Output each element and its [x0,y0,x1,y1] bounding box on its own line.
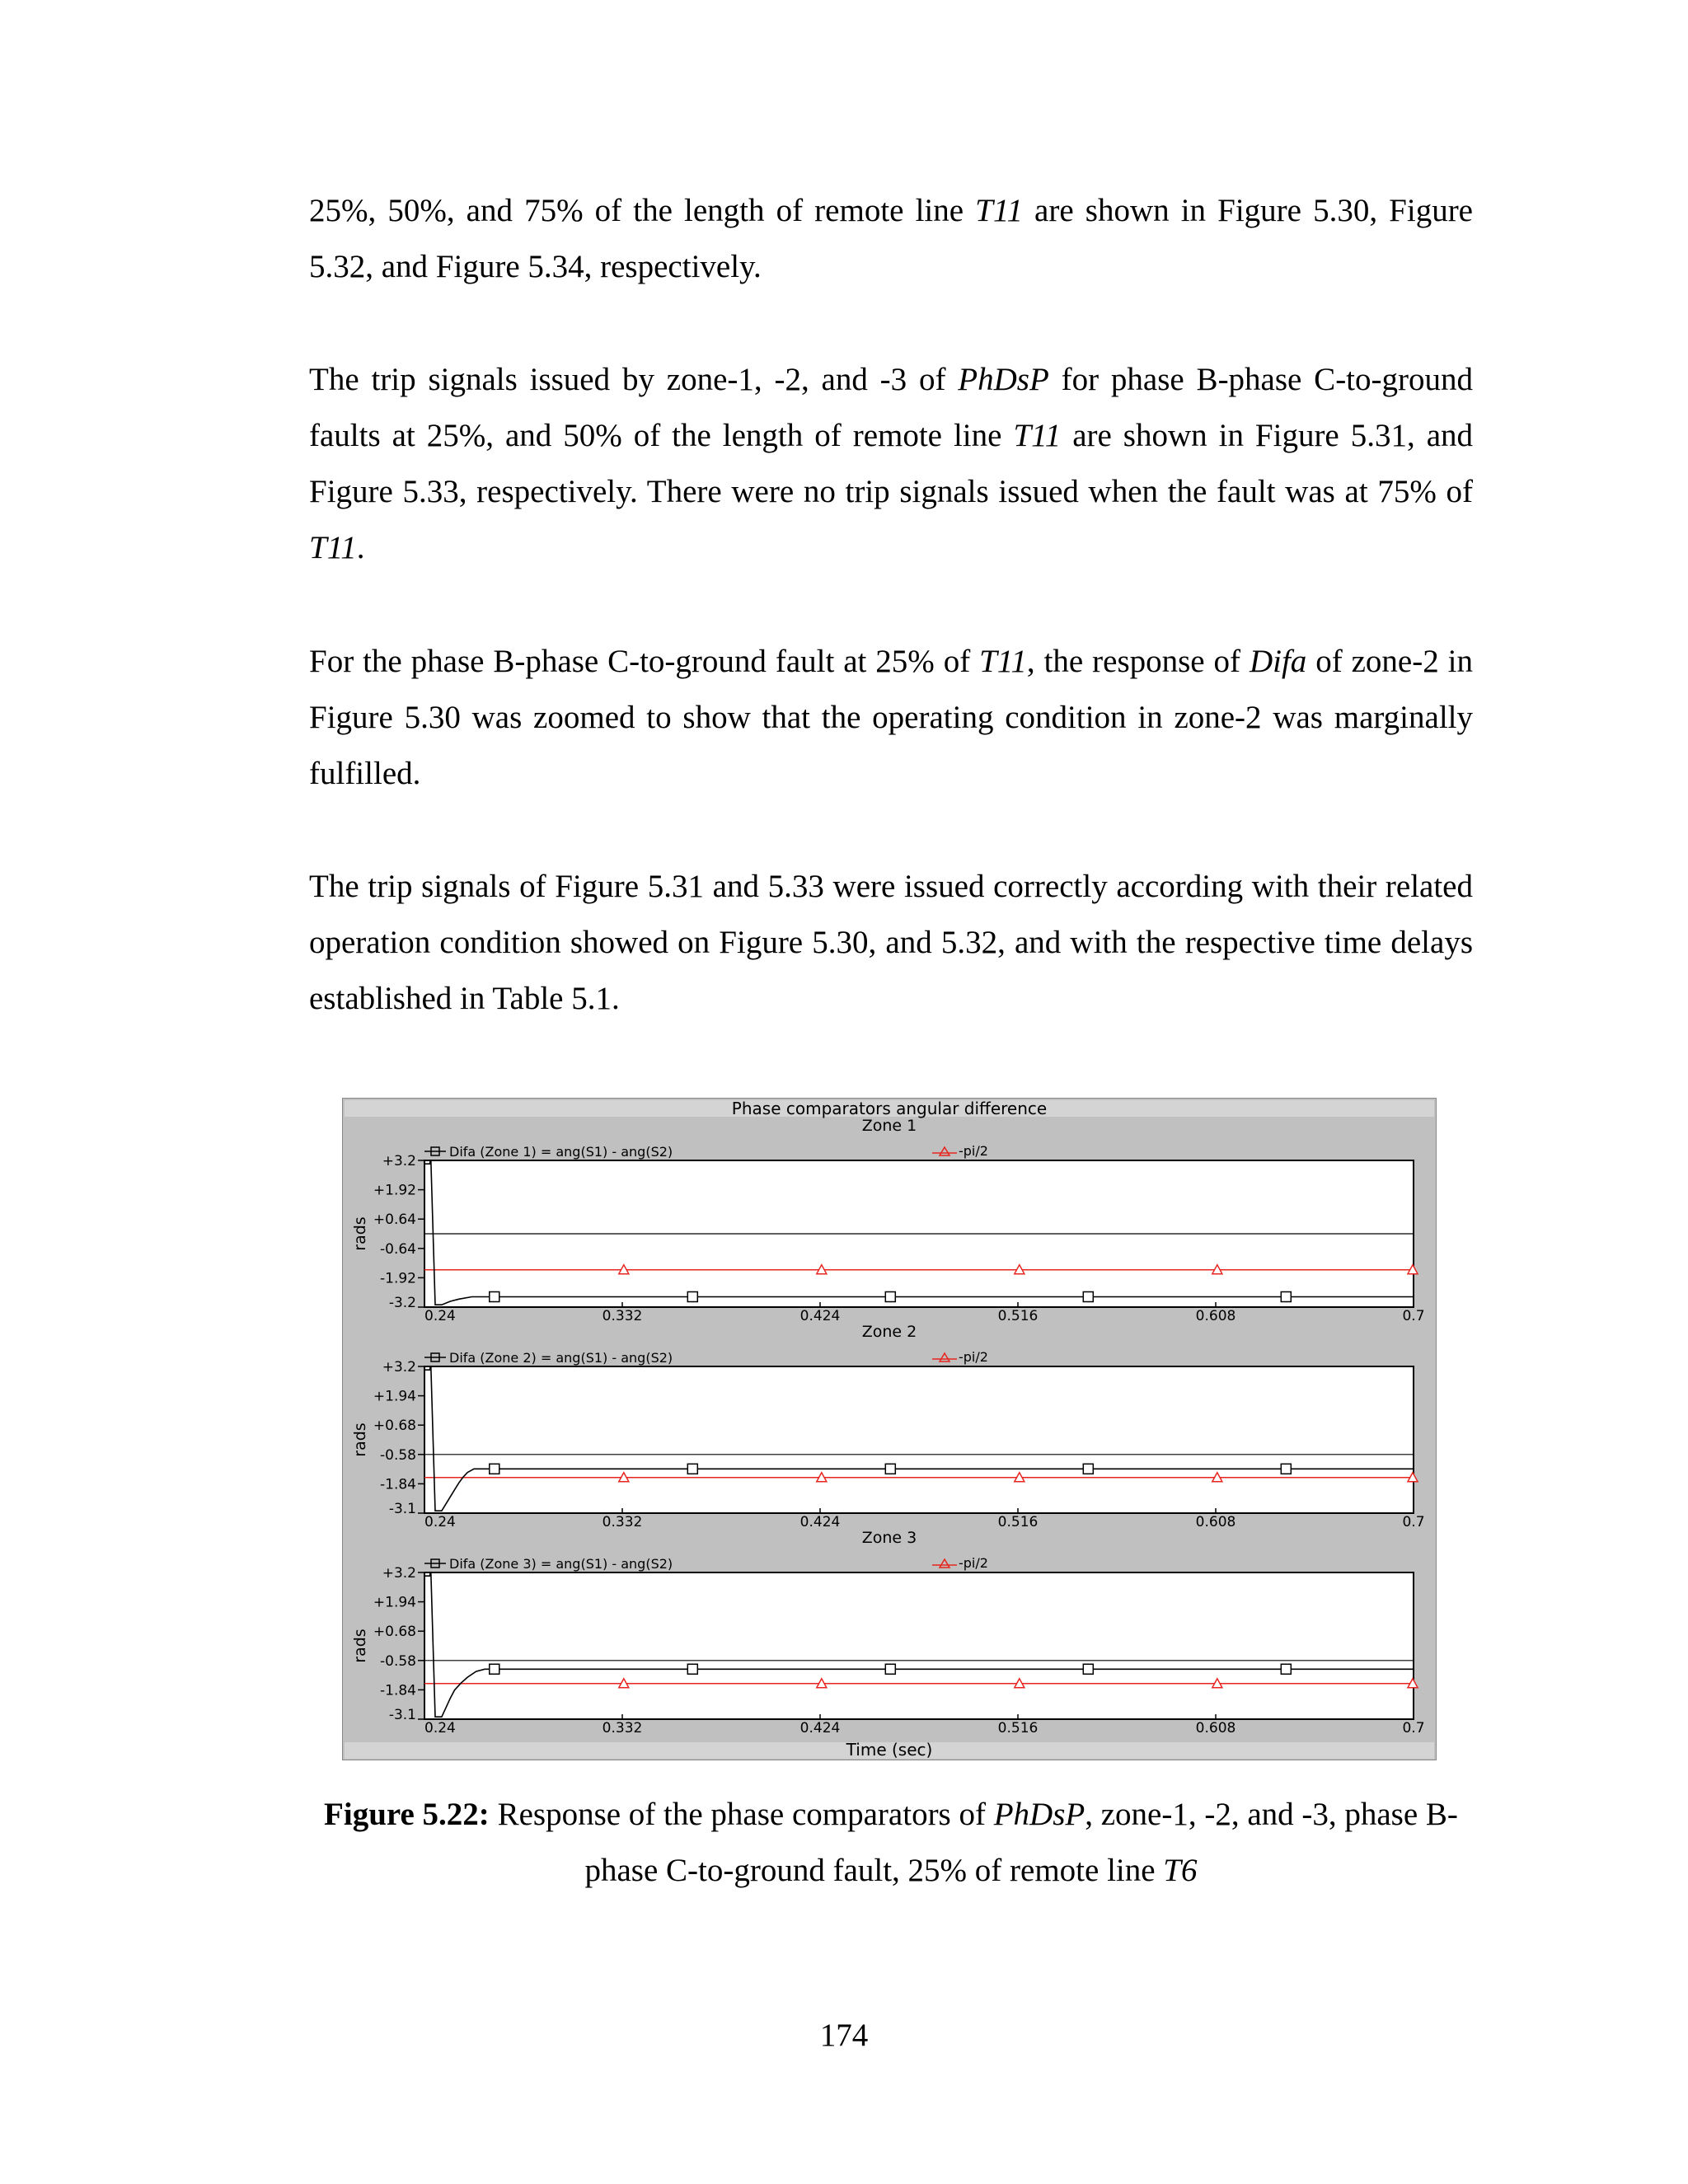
figure-phase-comparators [342,1098,1437,1760]
x-tick-label: 0.424 [799,1514,841,1530]
x-tick-label: 0.608 [1195,1308,1236,1324]
y-tick-label: -0.58 [380,1446,416,1464]
italic-term: T11 [979,644,1027,679]
x-tick-label: 0.424 [799,1308,841,1324]
series-marker-square [1083,1664,1093,1674]
series-marker-square [490,1464,499,1474]
y-tick-label: +3.2 [382,1153,416,1169]
paragraph-2 [309,352,1473,576]
series-marker-square [490,1291,499,1301]
zone-title: Zone 2 [861,1323,917,1341]
y-tick-label: +3.2 [382,1565,416,1582]
y-axis-label: rads [351,1216,369,1251]
y-tick-label: -0.58 [380,1652,416,1670]
figure-caption [309,1787,1473,1899]
plot-area [424,1572,1414,1719]
series-marker-square [490,1664,499,1674]
italic-term: T11 [975,193,1023,228]
x-tick-label: 0.24 [424,1308,456,1324]
x-tick-label: 0.24 [424,1514,456,1530]
legend-label-difa: Difa (Zone 2) = ang(S1) - ang(S2) [449,1350,673,1366]
x-tick-label: 0.516 [997,1308,1039,1324]
y-axis-label: rads [351,1422,369,1457]
figure-svg [342,1098,1437,1760]
x-tick-label: 0.7 [1402,1720,1425,1736]
y-tick-label: -1.84 [380,1682,416,1699]
legend-label-pi2: -pi/2 [959,1349,988,1365]
series-marker-square [687,1291,697,1301]
legend-label-difa: Difa (Zone 3) = ang(S1) - ang(S2) [449,1556,673,1572]
x-tick-label: 0.332 [602,1514,643,1530]
series-marker-square [1083,1291,1093,1301]
page-number: 174 [819,2018,869,2053]
chart-panels [351,1117,1425,1736]
x-tick-label: 0.516 [997,1514,1039,1530]
x-tick-label: 0.7 [1402,1514,1425,1530]
text-run: 25%, 50%, and 75% of the length of remote line [309,193,976,228]
zone-title: Zone 3 [861,1529,917,1547]
italic-term: PhDsP [993,1797,1085,1832]
text-run: , the response of [1026,644,1250,679]
series-marker-square [885,1464,895,1474]
text-run: The trip signals of Figure 5.31 and 5.33 were issued correctly according with their related operation condition showed on Figure 5.30, and 5.32, and with the respective time delays established in Table 5.1. [309,869,1473,1016]
plot-area [424,1366,1414,1513]
legend-label-difa: Difa (Zone 1) = ang(S1) - ang(S2) [449,1144,673,1160]
series-marker-square [687,1664,697,1674]
legend-label-pi2: -pi/2 [959,1555,988,1571]
y-tick-label: +1.92 [373,1182,416,1199]
series-marker-square [885,1664,895,1674]
caption-label: Figure 5.22: [324,1797,490,1832]
y-tick-label: +3.2 [382,1359,416,1376]
series-marker-square [1083,1464,1093,1474]
italic-term: T6 [1163,1853,1198,1888]
figure-xlabel: Time (sec) [846,1740,933,1760]
y-tick-label: -3.1 [388,1501,416,1517]
x-tick-label: 0.332 [602,1720,643,1736]
paragraph-4 [309,859,1473,1027]
y-tick-label: -3.1 [388,1707,416,1723]
series-marker-square [1281,1291,1291,1301]
x-tick-label: 0.7 [1402,1308,1425,1324]
italic-term: Difa [1249,644,1307,679]
series-marker-square [885,1291,895,1301]
y-tick-label: +1.94 [373,1388,416,1405]
x-tick-label: 0.424 [799,1720,841,1736]
text-run: The trip signals issued by zone-1, -2, and -3 of [309,362,959,397]
italic-term: PhDsP [958,362,1049,397]
text-run: Response of the phase comparators of [489,1797,994,1832]
y-tick-label: -1.84 [380,1476,416,1493]
text-run: . [356,530,365,565]
legend-label-pi2: -pi/2 [959,1143,988,1159]
y-tick-label: +0.64 [373,1212,416,1229]
x-tick-label: 0.608 [1195,1514,1236,1530]
text-run: , zone-1, -2, and -3, phase B-phase C-to-ground fault, 25% of remote line [584,1797,1458,1888]
paragraph-1 [309,183,1473,295]
zone-title: Zone 1 [861,1117,917,1135]
italic-term: T11 [309,530,357,565]
series-marker-square [1281,1664,1291,1674]
y-tick-label: +0.68 [373,1624,416,1641]
x-tick-label: 0.332 [602,1308,643,1324]
y-tick-label: +0.68 [373,1418,416,1435]
text-run: of zone-2 in Figure 5.30 was zoomed to show that the operating condition in zone-2 was marginally fulfilled. [309,644,1473,791]
y-tick-label: -1.92 [380,1270,416,1287]
y-tick-label: -3.2 [388,1295,416,1311]
x-tick-label: 0.516 [997,1720,1039,1736]
y-tick-label: +1.94 [373,1594,416,1611]
text-run: for phase B-phase C-to-ground faults at 25%, and 50% of the length of remote line [309,362,1473,453]
figure-title: Phase comparators angular difference [731,1099,1048,1118]
series-marker-square [687,1464,697,1474]
x-tick-label: 0.608 [1195,1720,1236,1736]
text-run: are shown in Figure 5.30, Figure 5.32, and Figure 5.34, respectively. [309,193,1473,284]
series-marker-square [1281,1464,1291,1474]
y-tick-label: -0.64 [380,1240,416,1258]
italic-term: T11 [1013,418,1062,453]
text-run: For the phase B-phase C-to-ground fault at 25% of [309,644,980,679]
paragraph-3 [309,634,1473,802]
x-tick-label: 0.24 [424,1720,456,1736]
text-run: are shown in Figure 5.31, and Figure 5.33, respectively. There were no trip signals issued when the fault was at 75% of [309,418,1474,509]
y-axis-label: rads [351,1629,369,1663]
